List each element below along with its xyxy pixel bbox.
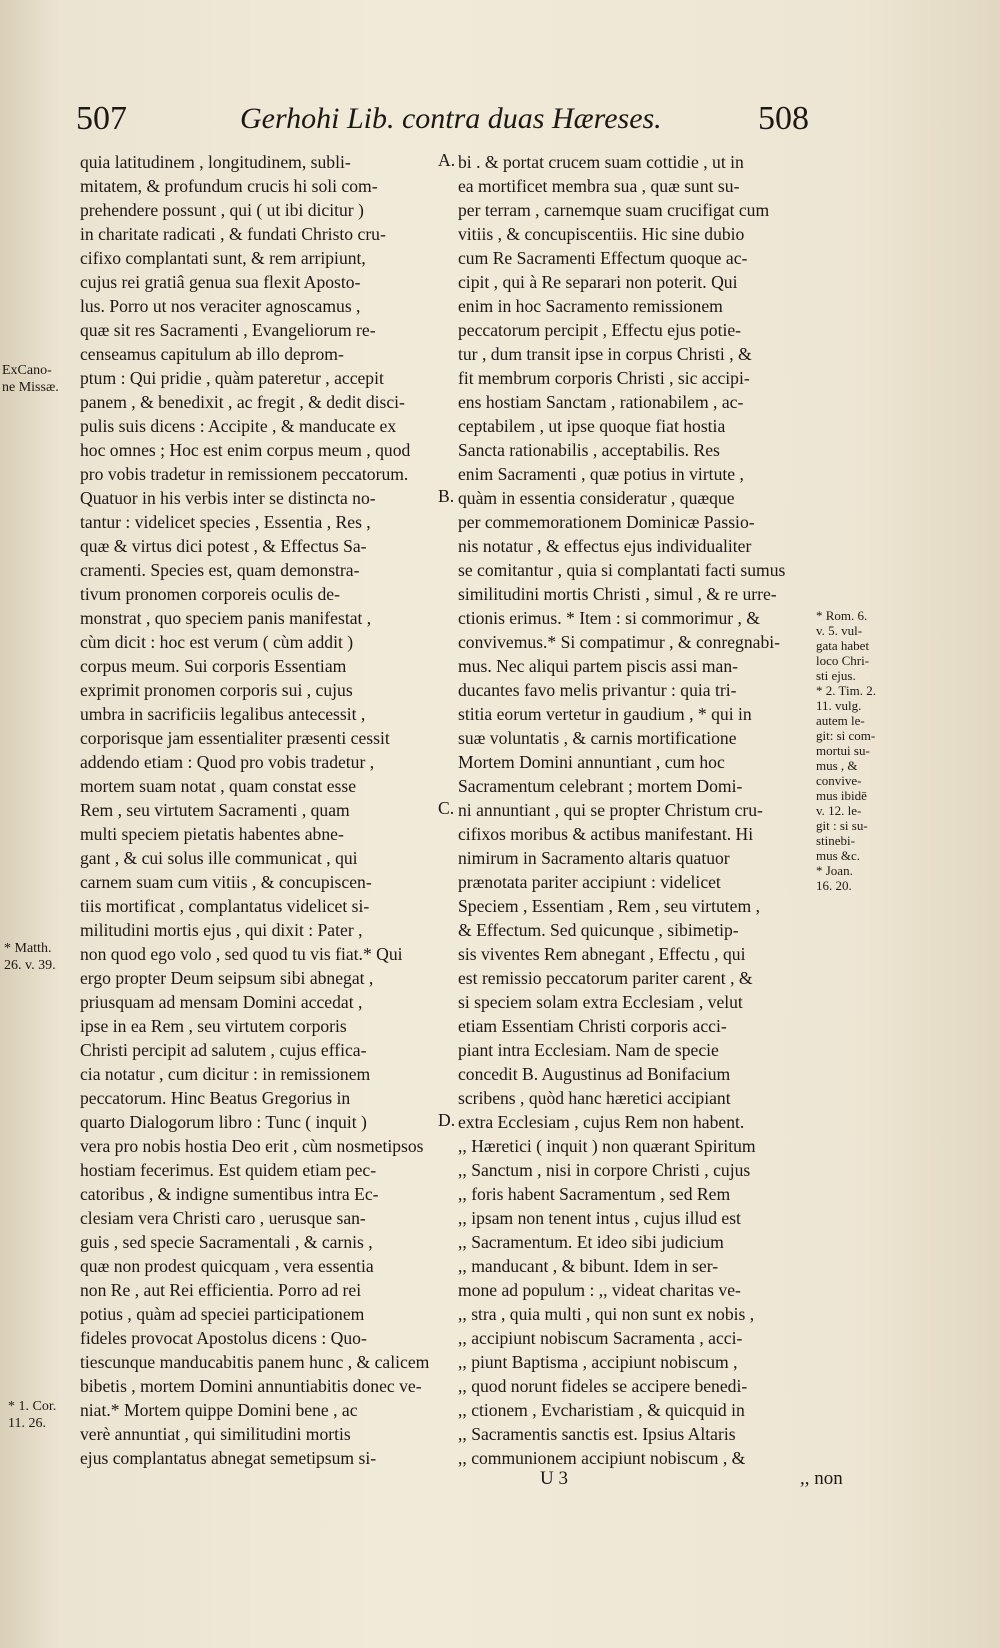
text-line: ,, accipiunt nobiscum Sacramenta , acci- <box>458 1328 743 1348</box>
text-line: enim in hoc Sacramento remissionem <box>458 296 723 316</box>
text-line: scribens , quòd hanc hæretici accipiant <box>458 1088 731 1108</box>
text-line: per commemorationem Dominicæ Passio- <box>458 512 755 532</box>
text-line: ducantes favo melis privantur : quia tri- <box>458 680 737 700</box>
text-line: multi speciem pietatis habentes abne- <box>80 824 344 844</box>
text-line: similitudini mortis Christi , simul , & re urre- <box>458 584 777 604</box>
text-line: cia notatur , cum dicitur : in remissionem <box>80 1064 371 1084</box>
margin-note-line: ne Missæ. <box>2 380 59 395</box>
margin-notes-right <box>816 608 876 893</box>
text-line: guis , sed specie Sacramentali , & carnis , <box>80 1232 373 1252</box>
text-line: Rem , seu virtutem Sacramenti , quam <box>80 800 350 820</box>
text-line: priusquam ad mensam Domini accedat , <box>80 992 363 1012</box>
margin-note-line: mortui su- <box>816 743 870 758</box>
text-line: ctionis erimus. * Item : si commorimur , & <box>458 608 760 628</box>
margin-note-line: 26. v. 39. <box>4 958 56 973</box>
margin-note-line: loco Chri- <box>816 653 870 668</box>
text-line: enim Sacramenti , quæ potius in virtute , <box>458 464 744 484</box>
text-line: niat.* Mortem quippe Domini bene , ac <box>80 1400 358 1420</box>
text-line: ipse in ea Rem , seu virtutem corporis <box>80 1016 347 1036</box>
running-title: Gerhohi Lib. contra duas Hæreses. <box>240 102 662 135</box>
margin-note-line: 11. 26. <box>8 1416 46 1431</box>
margin-note-line: stinebi- <box>816 833 855 848</box>
text-line: etiam Essentiam Christi corporis acci- <box>458 1016 727 1036</box>
margin-note-line: git: si com- <box>816 728 876 743</box>
text-line: ,, communionem accipiunt nobiscum , & <box>458 1448 746 1468</box>
text-line: in charitate radicati , & fundati Christo cru- <box>80 224 386 244</box>
text-line: suæ voluntatis , & carnis mortificatione <box>458 728 737 748</box>
text-line: tivum pronomen corporeis oculis de- <box>80 584 340 604</box>
text-line: cifixo complantati sunt, & rem arripiunt, <box>80 248 366 268</box>
text-line: gant , & cui solus ille communicat , qui <box>80 848 358 868</box>
text-line: stitia eorum vertetur in gaudium , * qui in <box>458 704 752 724</box>
text-line: panem , & benedixit , ac fregit , & dedit disci- <box>80 392 405 412</box>
margin-note-line: * 2. Tim. 2. <box>816 683 876 698</box>
catchword: ,, non <box>800 1468 843 1489</box>
text-line: ,, ctionem , Evcharistiam , & quicquid in <box>458 1400 745 1420</box>
section-letter-d: D. <box>438 1110 456 1130</box>
text-line: sis viventes Rem abnegant , Effectu , qui <box>458 944 746 964</box>
section-letter-c: C. <box>438 798 455 818</box>
text-line: clesiam vera Christi caro , uerusque san- <box>80 1208 366 1228</box>
text-line: ,, ipsam non tenent intus , cujus illud est <box>458 1208 741 1228</box>
text-line: Quatuor in his verbis inter se distincta no- <box>80 488 376 508</box>
text-line: ceptabilem , ut ipse quoque fiat hostia <box>458 416 726 436</box>
text-line: quæ & virtus dici potest , & Effectus Sa- <box>80 536 367 556</box>
text-line: Christi percipit ad salutem , cujus effica- <box>80 1040 367 1060</box>
text-line: ,, quod norunt fideles se accipere benedi- <box>458 1376 748 1396</box>
text-line: extra Ecclesiam , cujus Rem non habent. <box>458 1112 745 1132</box>
text-line: tur , dum transit ipse in corpus Christi , & <box>458 344 752 364</box>
margin-note-line: 16. 20. <box>816 878 852 893</box>
text-line: cramenti. Species est, quam demonstra- <box>80 560 360 580</box>
signature-mark: U 3 <box>540 1468 568 1489</box>
text-line: ergo propter Deum seipsum sibi abnegat , <box>80 968 374 988</box>
text-line: ens hostiam Sanctam , rationabilem , ac- <box>458 392 744 412</box>
section-letter-a: A. <box>438 150 456 170</box>
text-line: ,, Sacramentum. Et ideo sibi judicium <box>458 1232 724 1252</box>
page-header <box>0 100 1000 142</box>
text-line: quæ non prodest quicquam , vera essentia <box>80 1256 374 1276</box>
text-line: addendo etiam : Quod pro vobis tradetur , <box>80 752 375 772</box>
text-line: corpus meum. Sui corporis Essentiam <box>80 656 347 676</box>
text-line: vitiis , & concupiscentiis. Hic sine dubio <box>458 224 745 244</box>
text-line: piant intra Ecclesiam. Nam de specie <box>458 1040 719 1060</box>
text-line: cujus rei gratiâ genua sua flexit Aposto- <box>80 272 361 292</box>
text-line: est remissio peccatorum pariter carent , & <box>458 968 753 988</box>
text-line: hoc omnes ; Hoc est enim corpus meum , quod <box>80 440 411 460</box>
text-line: non quod ego volo , sed quod tu vis fiat.* Qui <box>80 944 403 964</box>
text-line: & Effectum. Sed quicunque , sibimetip- <box>458 920 739 940</box>
text-line: ejus complantatus abnegat semetipsum si- <box>80 1448 377 1468</box>
text-line: Speciem , Essentiam , Rem , seu virtutem , <box>458 896 760 916</box>
text-line: ,, foris habent Sacramentum , sed Rem <box>458 1184 731 1204</box>
text-line: prænotata pariter accipiunt : videlicet <box>458 872 721 892</box>
margin-note-line: gata habet <box>816 638 870 653</box>
text-line: tiescunque manducabitis panem hunc , & calicem <box>80 1352 430 1372</box>
text-line: censeamus capitulum ab illo deprom- <box>80 344 344 364</box>
margin-note-cor <box>8 1398 56 1432</box>
text-line: cum Re Sacramenti Effectum quoque ac- <box>458 248 748 268</box>
text-line: Mortem Domini annuntiant , cum hoc <box>458 752 725 772</box>
text-line: cifixos moribus & actibus manifestant. Hi <box>458 824 754 844</box>
text-line: catoribus , & indigne sumentibus intra Ec- <box>80 1184 379 1204</box>
text-line: carnem suam cum vitiis , & concupiscen- <box>80 872 372 892</box>
text-line: convivemus.* Si compatimur , & conregnabi- <box>458 632 780 652</box>
margin-note-line: * 1. Cor. <box>8 1399 57 1414</box>
page-number-right: 508 <box>758 100 809 137</box>
text-line: quàm in essentia consideratur , quæque <box>458 488 735 508</box>
text-line: concedit B. Augustinus ad Bonifacium <box>458 1064 731 1084</box>
text-line: peccatorum. Hinc Beatus Gregorius in <box>80 1088 351 1108</box>
text-line: potius , quàm ad speciei participationem <box>80 1304 365 1324</box>
margin-note-line: * Matth. <box>4 941 52 956</box>
text-line: ni annuntiant , qui se propter Christum cru- <box>458 800 763 820</box>
text-line: mortem suam notat , quam constat esse <box>80 776 357 796</box>
text-line: tiis mortificat , complantatus videlicet si- <box>80 896 370 916</box>
text-line: militudini mortis ejus , qui dixit : Pater , <box>80 920 363 940</box>
margin-note-line: mus ibidē <box>816 788 867 803</box>
text-line: hostiam fecerimus. Est quidem etiam pec- <box>80 1160 377 1180</box>
page-number-left: 507 <box>76 100 127 137</box>
margin-note-line: mus &c. <box>816 848 861 863</box>
text-line: Sancta rationabilis , acceptabilis. Res <box>458 440 720 460</box>
margin-note-line: git : si su- <box>816 818 868 833</box>
text-line: se comitantur , quia si complantati facti sumus <box>458 560 786 580</box>
text-line: exprimit pronomen corporis sui , cujus <box>80 680 353 700</box>
text-line: bibetis , mortem Domini annuntiabitis donec ve- <box>80 1376 422 1396</box>
text-line: ,, Hæretici ( inquit ) non quærant Spiritum <box>458 1136 756 1156</box>
text-line: pulis suis dicens : Accipite , & manducate ex <box>80 416 397 436</box>
text-line: nimirum in Sacramento altaris quatuor <box>458 848 730 868</box>
text-line: tantur : videlicet species , Essentia , Res , <box>80 512 371 532</box>
text-line: Sacramentum celebrant ; mortem Domi- <box>458 776 743 796</box>
text-line: bi . & portat crucem suam cottidie , ut in <box>458 152 744 172</box>
margin-note-line: mus , & <box>816 758 858 773</box>
margin-note-canon <box>2 362 59 396</box>
margin-note-line: * Joan. <box>816 863 853 878</box>
text-line: mus. Nec aliqui partem piscis assi man- <box>458 656 738 676</box>
text-line: ,, piunt Baptisma , accipiunt nobiscum , <box>458 1352 738 1372</box>
text-line: mitatem, & profundum crucis hi soli com- <box>80 176 378 196</box>
text-line: prehendere possunt , qui ( ut ibi dicitur ) <box>80 200 364 220</box>
text-line: per terram , carnemque suam crucifigat cum <box>458 200 770 220</box>
text-line: peccatorum percipit , Effectu ejus potie- <box>458 320 742 340</box>
margin-note-line: v. 12. le- <box>816 803 862 818</box>
margin-note-line: convive- <box>816 773 862 788</box>
text-line: verè annuntiat , qui similitudini mortis <box>80 1424 351 1444</box>
margin-note-line: 11. vulg. <box>816 698 862 713</box>
text-line: quarto Dialogorum libro : Tunc ( inquit ) <box>80 1112 367 1132</box>
section-letter-b: B. <box>438 486 455 506</box>
text-line: ,, Sanctum , nisi in corpore Christi , cujus <box>458 1160 751 1180</box>
margin-note-matth <box>4 940 56 974</box>
text-line: ,, manducant , & bibunt. Idem in ser- <box>458 1256 719 1276</box>
margin-note-line: sti ejus. <box>816 668 856 683</box>
text-line: mone ad populum : ,, videat charitas ve- <box>458 1280 741 1300</box>
left-column <box>80 150 440 1470</box>
text-line: si speciem solam extra Ecclesiam , velut <box>458 992 743 1012</box>
text-line: lus. Porro ut nos veraciter agnoscamus , <box>80 296 361 316</box>
text-line: fideles provocat Apostolus dicens : Quo- <box>80 1328 367 1348</box>
text-line: umbra in sacrificiis legalibus antecessit , <box>80 704 366 724</box>
text-line: vera pro nobis hostia Deo erit , cùm nosmetipsos <box>80 1136 424 1156</box>
text-line: quia latitudinem , longitudinem, subli- <box>80 152 351 172</box>
right-column <box>458 150 818 1470</box>
margin-note-line: * Rom. 6. <box>816 608 868 623</box>
margin-note-line: v. 5. vul- <box>816 623 863 638</box>
text-line: monstrat , quo speciem panis manifestat , <box>80 608 372 628</box>
text-line: cùm dicit : hoc est verum ( cùm addit ) <box>80 632 354 652</box>
text-line: cipit , qui à Re separari non poterit. Qui <box>458 272 738 292</box>
text-line: corporisque jam essentialiter præsenti cessit <box>80 728 390 748</box>
text-line: quæ sit res Sacramenti , Evangeliorum re- <box>80 320 376 340</box>
text-line: fit membrum corporis Christi , sic accipi- <box>458 368 750 388</box>
text-line: pro vobis tradetur in remissionem peccatorum. <box>80 464 409 484</box>
margin-note-line: ExCano- <box>2 363 52 378</box>
text-line: ,, stra , quia multi , qui non sunt ex nobis , <box>458 1304 755 1324</box>
text-line: ptum : Qui pridie , quàm pateretur , accepit <box>80 368 384 388</box>
text-line: ea mortificet membra sua , quæ sunt su- <box>458 176 740 196</box>
margin-note-line: autem le- <box>816 713 865 728</box>
text-line: nis notatur , & effectus ejus individualiter <box>458 536 752 556</box>
text-line: non Re , aut Rei efficientia. Porro ad rei <box>80 1280 362 1300</box>
text-line: ,, Sacramentis sanctis est. Ipsius Altaris <box>458 1424 736 1444</box>
